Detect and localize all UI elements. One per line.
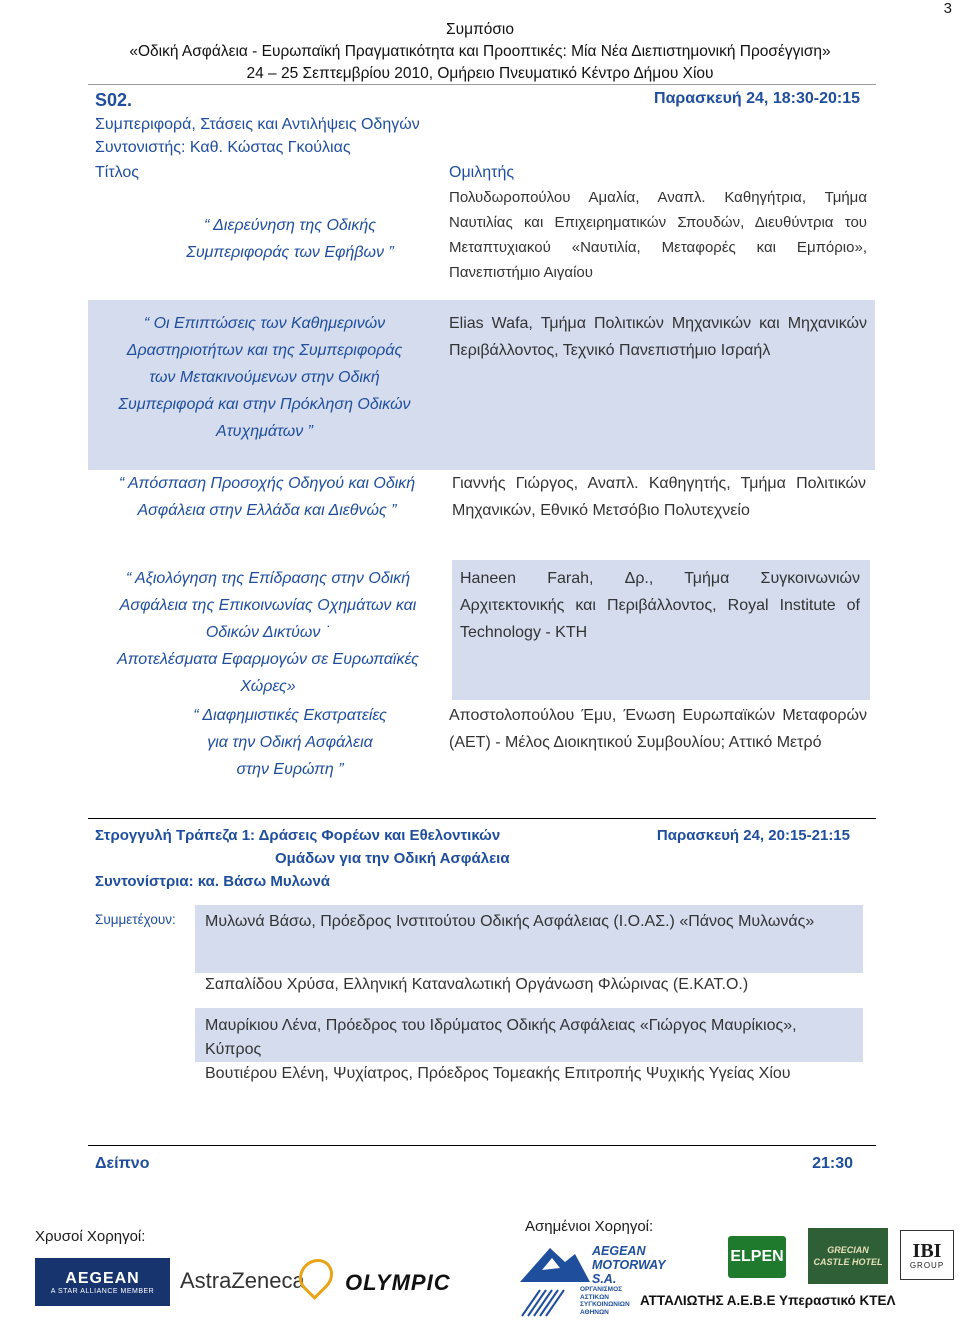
symposium-label: Συμπόσιο — [446, 21, 514, 38]
session-title: Συμπεριφορά, Στάσεις και Αντιλήψεις Οδηγών — [95, 116, 420, 133]
talk-4-title: “ Αξιολόγηση της Επίδρασης στην Οδική Ασφάλεια της Επικοινωνίας Οχημάτων και Οδικών Δικτύων ˙ Αποτελέσματα Εφαρμογών σε Ευρωπαϊκές Χώρες» — [117, 570, 419, 695]
roundtable-title-2: Ομάδων για την Οδική Ασφάλεια — [275, 850, 510, 867]
session-code: S02. — [95, 90, 133, 110]
talk-3-title: “ Απόσπαση Προσοχής Οδηγού και Οδική Ασφάλεια στην Ελλάδα και Διεθνώς ” — [118, 475, 416, 519]
symposium-title: «Οδική Ασφάλεια - Ευρωπαϊκή Πραγματικότητα και Προοπτικές: Μία Νέα Διεπιστημονική Προσέγγιση» — [129, 43, 831, 60]
page-number: 3 — [943, 0, 952, 17]
dinner-rule — [88, 1145, 876, 1146]
talk-1-speaker: Πολυδωροπούλου Αμαλία, Αναπλ. Καθηγήτρια, Τμήμα Ναυτιλίας και Επιχειρηματικών Σπουδών, Διευθύντρια του Μεταπτυχιακού «Ναυτιλία, Μεταφορές και Εμπόριο», Πανεπιστήμιο Αιγαίου — [449, 189, 867, 281]
gold-sponsors-label: Χρυσοί Χορηγοί: — [35, 1228, 146, 1245]
talk-5-title: “ Διαφημιστικές Εκστρατείες για την Οδική Ασφάλεια στην Ευρώπη ” — [193, 707, 387, 778]
talk-4-speaker: Haneen Farah, Δρ., Τμήμα Συγκοινωνιών Αρχιτεκτονικής και Περιβάλλοντος, Royal Institute of Technology - KTH — [460, 570, 860, 641]
aegean-logo: AEGEAN A STAR ALLIANCE MEMBER — [35, 1258, 170, 1306]
participant-3: Μαυρίκιου Λένα, Πρόεδρος του Ιδρύματος Οδικής Ασφάλειας «Γιώργος Μαυρίκιος», Κύπρος — [205, 1017, 797, 1058]
column-speaker-header: Ομιλητής — [449, 164, 515, 181]
talk-3-speaker: Γιαννής Γιώργος, Αναπλ. Καθηγητής, Τμήμα Πολιτικών Μηχανικών, Εθνικό Μετσόβιο Πολυτεχνείο — [452, 475, 866, 519]
oasa-stripes-icon — [520, 1286, 570, 1318]
oasa-logo: ΟΡΓΑΝΙΣΜΟΣ ΑΣΤΙΚΩΝ ΣΥΓΚΟΙΝΩΝΙΩΝ ΑΘΗΝΩΝ — [520, 1286, 630, 1318]
aegean-motorway-logo: AEGEAN MOTORWAY S.A. — [520, 1240, 695, 1284]
ibi-group-logo: IBI GROUP — [900, 1230, 954, 1280]
talk-1-title: “ Διερεύνηση της Οδικής Συμπεριφοράς των Εφήβων ” — [186, 217, 394, 261]
talk-2-title: “ Οι Επιπτώσεις των Καθημερινών Δραστηριοτήτων και της Συμπεριφοράς των Μετακινούμενων στην Οδική Συμπεριφορά και στην Πρόκληση Οδικών Ατυχημάτων ” — [118, 315, 411, 440]
astrazeneca-logo: AstraZeneca — [180, 1268, 305, 1293]
participants-label: Συμμετέχουν: — [95, 912, 176, 927]
dinner-label: Δείπνο — [95, 1155, 150, 1172]
talk-2-speaker: Elias Wafa, Τμήμα Πολιτικών Μηχανικών και Μηχανικών Περιβάλλοντος, Τεχνικό Πανεπιστήμιο Ισραήλ — [449, 315, 867, 359]
talk-5-speaker: Αποστολοπούλου Έμυ, Ένωση Ευρωπαϊκών Μεταφορών (ΑΕΤ) - Μέλος Διοικητικού Συμβουλίου; Αττικό Μετρό — [449, 707, 867, 751]
roundtable-datetime: Παρασκευή 24, 20:15-21:15 — [656, 827, 850, 844]
roundtable-title-1: Στρογγυλή Τράπεζα 1: Δράσεις Φορέων και Εθελοντικών — [95, 827, 501, 844]
text-sponsors: ΑΤΤΑΛΙΩΤΗΣ Α.Ε.Β.Ε Υπεραστικό ΚΤΕΛ — [640, 1293, 896, 1308]
dinner-time: 21:30 — [812, 1155, 853, 1172]
session-chair: Συντονιστής: Καθ. Κώστας Γκούλιας — [95, 139, 351, 156]
elpen-logo: ELPEN — [728, 1236, 786, 1278]
participant-1: Μυλωνά Βάσω, Πρόεδρος Ινστιτούτου Οδικής Ασφάλειας (Ι.Ο.ΑΣ.) «Πάνος Μυλωνάς» — [205, 913, 815, 930]
session-datetime: Παρασκευή 24, 18:30-20:15 — [654, 90, 860, 107]
participant-2: Σαπαλίδου Χρύσα, Ελληνική Καταναλωτική Οργάνωση Φλώρινας (Ε.ΚΑΤ.Ο.) — [205, 976, 749, 993]
column-title-header: Τίτλος — [95, 164, 140, 181]
mountain-icon — [520, 1240, 590, 1284]
grecian-castle-logo: GRECIAN CASTLE HOTEL — [808, 1228, 888, 1284]
roundtable-chair: Συντονίστρια: κα. Βάσω Μυλωνά — [95, 873, 331, 890]
silver-sponsors-label: Ασημένιοι Χορηγοί: — [525, 1218, 654, 1235]
participant-4: Βουτιέρου Ελένη, Ψυχίατρος, Πρόεδρος Τομεακής Επιτροπής Ψυχικής Υγείας Χίου — [205, 1065, 791, 1082]
symposium-dates: 24 – 25 Σεπτεμβρίου 2010, Ομήρειο Πνευματικό Κέντρο Δήμου Χίου — [246, 65, 714, 82]
header-rule — [88, 84, 876, 85]
olympic-logo: OLYMPIC — [345, 1270, 451, 1295]
roundtable-rule — [88, 818, 876, 819]
